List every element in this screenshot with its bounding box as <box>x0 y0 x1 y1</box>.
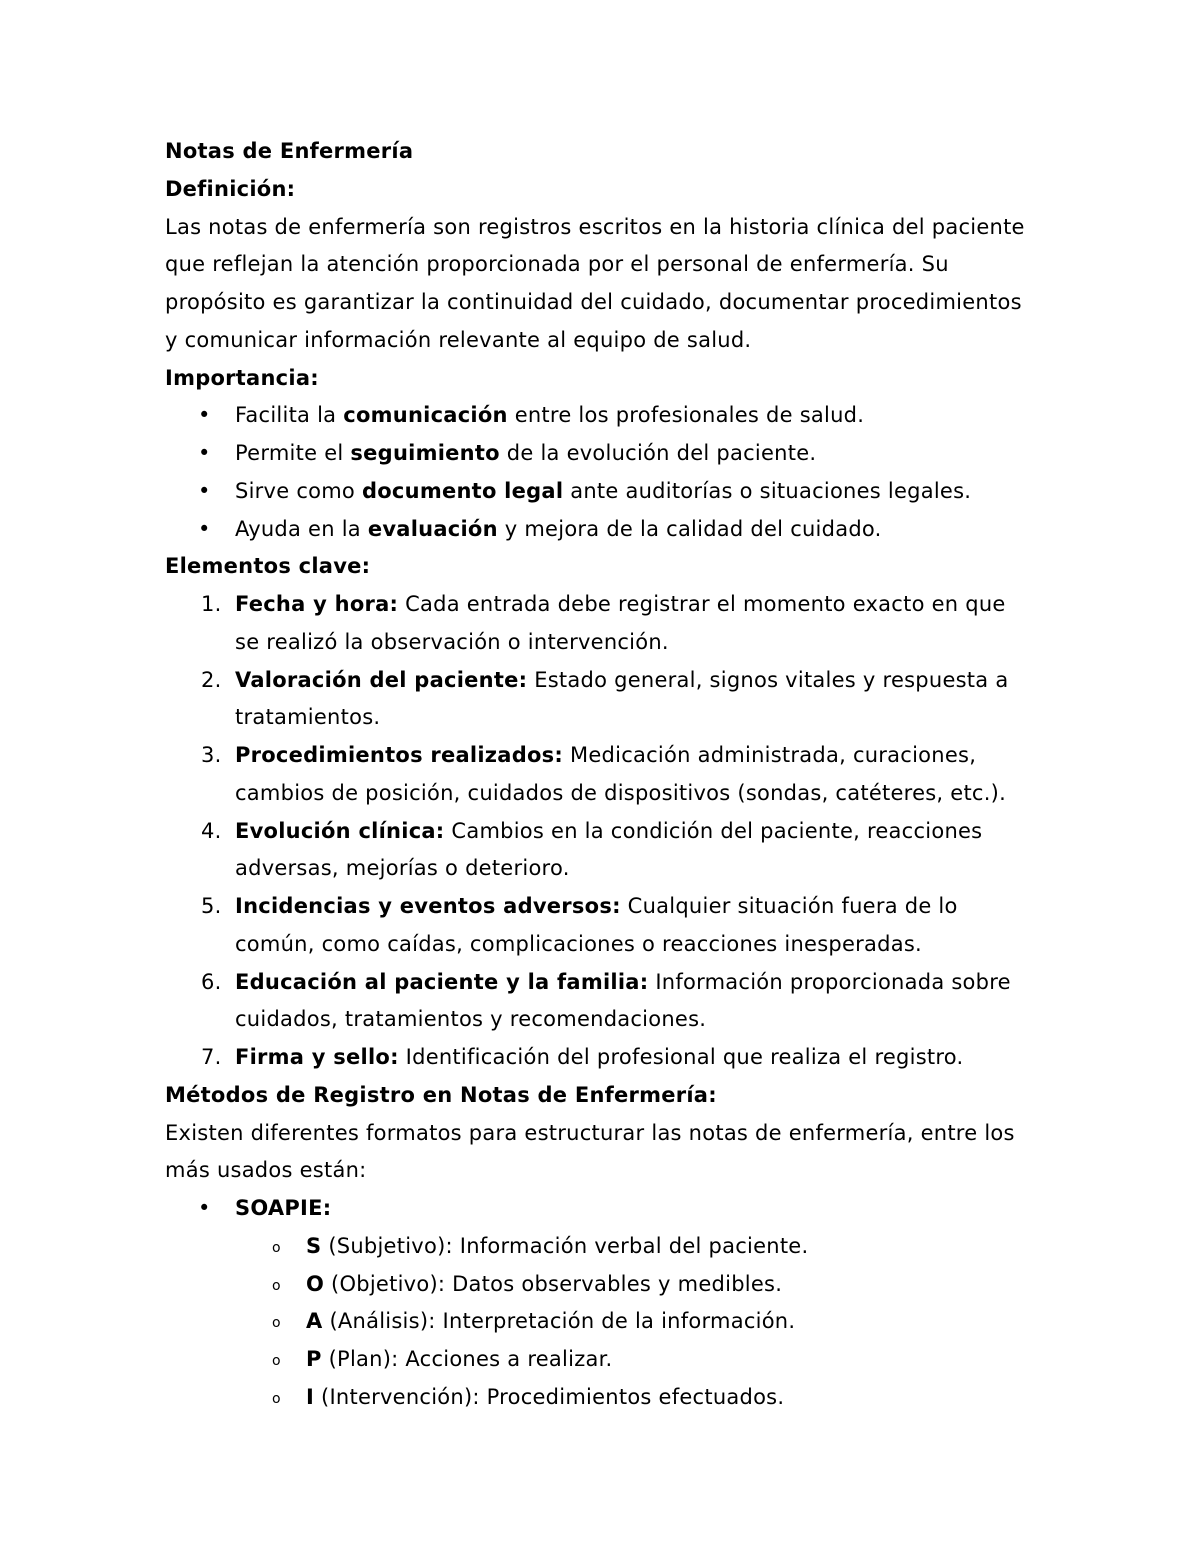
key-element-description: Cambios en la condición del paciente, reacciones <box>451 818 983 843</box>
importance-item <box>165 511 1200 549</box>
soapie-description: (Objetivo): Datos observables y medibles. <box>331 1271 783 1296</box>
methods-section <box>165 1077 1200 1417</box>
list-number: 1. <box>201 592 222 616</box>
key-element-item <box>165 662 1200 738</box>
circle-bullet-icon: o <box>272 1239 281 1256</box>
format-name: SOAPIE: <box>235 1196 332 1220</box>
importance-item-keyword: seguimiento <box>350 441 500 465</box>
key-element-first-line <box>201 813 1200 851</box>
list-number: 7. <box>201 1045 222 1069</box>
list-number: 4. <box>201 818 222 843</box>
bullet-icon: • <box>198 478 211 503</box>
importance-item-text: entre los profesionales de salud. <box>514 403 865 428</box>
key-elements-section <box>165 548 1200 1077</box>
soapie-letter: S <box>306 1233 322 1258</box>
definition-text-line: que reflejan la atención proporcionada por el personal de enfermería. Su <box>165 252 949 277</box>
key-element-first-line <box>201 964 1200 1002</box>
soapie-component <box>235 1303 1200 1341</box>
key-element-description: Medicación administrada, curaciones, <box>570 743 977 767</box>
importance-heading: Importancia: <box>165 365 319 390</box>
circle-bullet-icon: o <box>272 1315 281 1332</box>
definition-text-line: Las notas de enfermería son registros escritos en la historia clínica del paciente <box>165 214 1025 239</box>
key-element-description-continued: cuidados, tratamientos y recomendaciones. <box>235 1007 707 1032</box>
key-element-description-continued: tratamientos. <box>235 705 381 730</box>
key-element-item <box>165 586 1200 662</box>
bullet-icon: • <box>198 1196 211 1220</box>
soapie-letter: P <box>306 1347 322 1371</box>
importance-item <box>165 397 1200 435</box>
list-number: 6. <box>201 969 222 994</box>
format-item-soapie <box>165 1190 1200 1417</box>
definition-text-line: propósito es garantizar la continuidad del cuidado, documentar procedimientos <box>165 290 1022 314</box>
key-element-term: Fecha y hora: <box>235 592 399 616</box>
importance-item-keyword: comunicación <box>343 403 508 428</box>
list-number: 2. <box>201 667 222 692</box>
key-element-term: Valoración del paciente: <box>235 667 528 692</box>
key-element-description-continued: cambios de posición, cuidados de dispositivos (sondas, catéteres, etc.). <box>235 780 1007 805</box>
importance-item-text: Sirve como <box>235 478 356 503</box>
key-element-description: Estado general, signos vitales y respuesta a <box>534 667 1009 692</box>
soapie-letter: I <box>306 1384 315 1409</box>
soapie-letter: O <box>306 1271 325 1296</box>
importance-section <box>165 360 1200 549</box>
methods-intro-line: más usados están: <box>165 1158 367 1183</box>
key-element-item <box>165 737 1200 813</box>
importance-item-keyword: evaluación <box>367 516 498 541</box>
key-element-description: Cualquier situación fuera de lo <box>627 894 958 918</box>
soapie-description: (Plan): Acciones a realizar. <box>328 1347 613 1371</box>
key-element-description-continued: se realizó la observación o intervención. <box>235 629 669 654</box>
key-element-first-line <box>201 888 1200 926</box>
list-number: 5. <box>201 894 222 918</box>
circle-bullet-icon: o <box>272 1277 281 1294</box>
key-element-first-line <box>201 586 1200 624</box>
methods-intro-line: Existen diferentes formatos para estructurar las notas de enfermería, entre los <box>165 1120 1015 1145</box>
key-element-description: Información proporcionada sobre <box>655 969 1011 994</box>
key-element-term: Evolución clínica: <box>235 818 445 843</box>
importance-item-text: Ayuda en la <box>235 516 361 541</box>
importance-item <box>165 435 1200 473</box>
methods-heading: Métodos de Registro en Notas de Enfermería: <box>165 1082 717 1107</box>
key-element-term: Incidencias y eventos adversos: <box>235 894 621 918</box>
importance-item <box>165 473 1200 511</box>
soapie-component <box>235 1341 1200 1379</box>
document-title: Notas de Enfermería <box>165 139 414 163</box>
key-element-description: Cada entrada debe registrar el momento exacto en que <box>405 592 1006 616</box>
key-element-item <box>165 1039 1200 1077</box>
key-element-first-line <box>201 737 1200 775</box>
definition-heading: Definición: <box>165 176 296 201</box>
soapie-description: (Intervención): Procedimientos efectuados. <box>321 1384 785 1409</box>
soapie-description: (Análisis): Interpretación de la información. <box>329 1309 796 1334</box>
bullet-icon: • <box>198 403 211 428</box>
definition-section <box>165 171 1200 360</box>
key-element-description-continued: común, como caídas, complicaciones o reacciones inesperadas. <box>235 931 922 956</box>
key-element-term: Procedimientos realizados: <box>235 743 564 767</box>
importance-item-keyword: documento legal <box>361 478 564 503</box>
key-element-item <box>165 813 1200 889</box>
key-element-description-continued: adversas, mejorías o deterioro. <box>235 856 570 881</box>
importance-item-text: de la evolución del paciente. <box>506 441 817 465</box>
key-element-item <box>165 888 1200 964</box>
soapie-letter: A <box>306 1309 323 1334</box>
importance-item-text: y mejora de la calidad del cuidado. <box>504 516 882 541</box>
bullet-icon: • <box>198 516 211 541</box>
importance-item-text: Facilita la <box>235 403 337 428</box>
key-element-item <box>165 964 1200 1040</box>
soapie-component <box>235 1228 1200 1266</box>
key-element-term: Educación al paciente y la familia: <box>235 969 649 994</box>
definition-text-line: y comunicar información relevante al equipo de salud. <box>165 327 752 352</box>
list-number: 3. <box>201 743 222 767</box>
key-elements-heading: Elementos clave: <box>165 554 371 579</box>
soapie-component <box>235 1379 1200 1417</box>
format-name-line <box>198 1190 1200 1228</box>
soapie-component <box>235 1266 1200 1304</box>
key-element-first-line <box>201 662 1200 700</box>
soapie-description: (Subjetivo): Información verbal del paciente. <box>328 1233 809 1258</box>
importance-item-text: Permite el <box>235 441 344 465</box>
bullet-icon: • <box>198 441 211 465</box>
key-element-description: Identificación del profesional que realiza el registro. <box>405 1045 964 1069</box>
key-element-first-line <box>201 1039 1200 1077</box>
circle-bullet-icon: o <box>272 1353 281 1369</box>
key-element-term: Firma y sello: <box>235 1045 399 1069</box>
circle-bullet-icon: o <box>272 1390 281 1407</box>
importance-item-text: ante auditorías o situaciones legales. <box>570 478 972 503</box>
